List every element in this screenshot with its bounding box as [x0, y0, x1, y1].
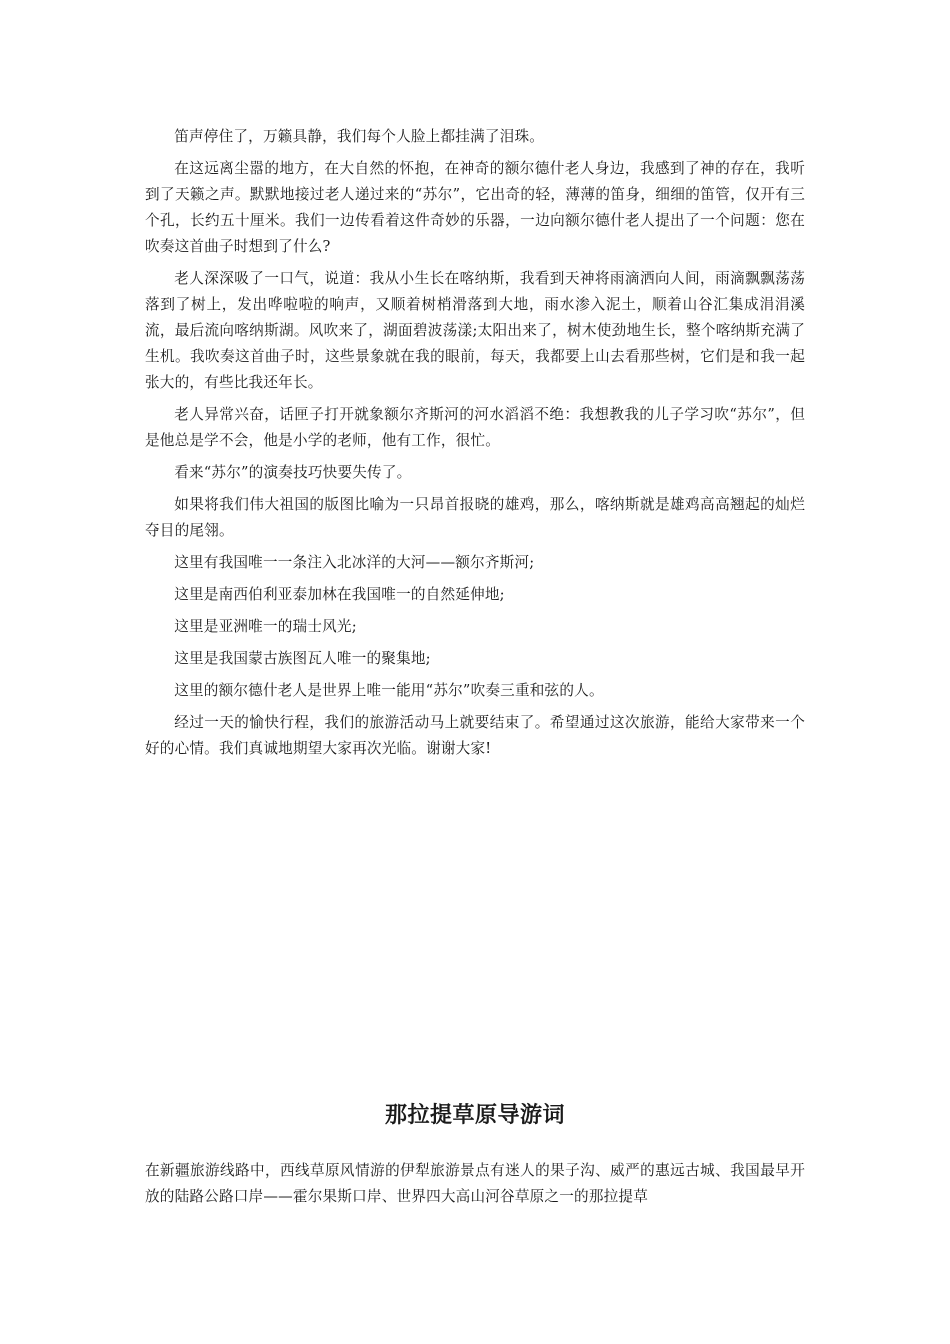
paragraph-skill-lost: 看来“苏尔”的演奏技巧快要失传了。 [174, 464, 412, 481]
paragraph-xinjiang-route: 在新疆旅游线路中，西线草原风情游的伊犁旅游景点有迷人的果子沟、威严的惠远古城、我国最早开放的陆路公路口岸——霍尔果斯口岸、世界四大高山河谷草原之一的那拉提草 [145, 1162, 805, 1205]
paragraph-rooster-map: 如果将我们伟大祖国的版图比喻为一只昂首报晓的雄鸡，那么，喀纳斯就是雄鸡高高翘起的灿烂夺目的尾翎。 [145, 496, 805, 539]
paragraph-unique-taiga: 这里是南西伯利亚泰加林在我国唯一的自然延伸地; [174, 586, 505, 603]
section-title-nalati: 那拉提草原导游词 [384, 1102, 565, 1128]
section-kanas-text [145, 124, 805, 768]
paragraph-unique-elder: 这里的额尔德什老人是世界上唯一能用“苏尔”吹奏三重和弦的人。 [174, 682, 604, 699]
paragraph-unique-swiss: 这里是亚洲唯一的瑞士风光; [174, 618, 357, 635]
paragraph-closing: 经过一天的愉快行程，我们的旅游活动马上就要结束了。希望通过这次旅游，能给大家带来一个好的心情。我们真诚地期望大家再次光临。谢谢大家! [145, 714, 805, 757]
section-nalati-text [145, 1158, 805, 1210]
paragraph-elder-son: 老人异常兴奋，话匣子打开就象额尔齐斯河的河水滔滔不绝：我想教我的儿子学习吹“苏尔”，但是他总是学不会，他是小学的老师，他有工作，很忙。 [145, 406, 805, 449]
paragraph-sur-instrument: 在这远离尘嚣的地方，在大自然的怀抱，在神奇的额尔德什老人身边，我感到了神的存在，我听到了天籁之声。默默地接过老人递过来的“苏尔”，它出奇的轻，薄薄的笛身，细细的笛管，仅开有三个孔，长约五十厘米。我们一边传看着这件奇妙的乐器，一边向额尔德什老人提出了一个问题：您在吹奏这首曲子时想到了什么? [145, 160, 805, 255]
paragraph-flute-stopped: 笛声停住了，万籁具静，我们每个人脸上都挂满了泪珠。 [174, 128, 545, 145]
paragraph-unique-river: 这里有我国唯一一条注入北冰洋的大河——额尔齐斯河; [174, 554, 535, 571]
paragraph-unique-tuva: 这里是我国蒙古族图瓦人唯一的聚集地; [174, 650, 431, 667]
paragraph-elder-reply: 老人深深吸了一口气，说道：我从小生长在喀纳斯，我看到天神将雨滴洒向人间，雨滴飘飘荡荡落到了树上，发出哗啦啦的响声，又顺着树梢滑落到大地，雨水渗入泥土，顺着山谷汇集成涓涓溪流，最后流向喀纳斯湖。风吹来了，湖面碧波荡漾;太阳出来了，树木使劲地生长，整个喀纳斯充满了生机。我吹奏这首曲子时，这些景象就在我的眼前，每天，我都要上山去看那些树，它们是和我一起张大的，有些比我还年长。 [145, 270, 805, 391]
